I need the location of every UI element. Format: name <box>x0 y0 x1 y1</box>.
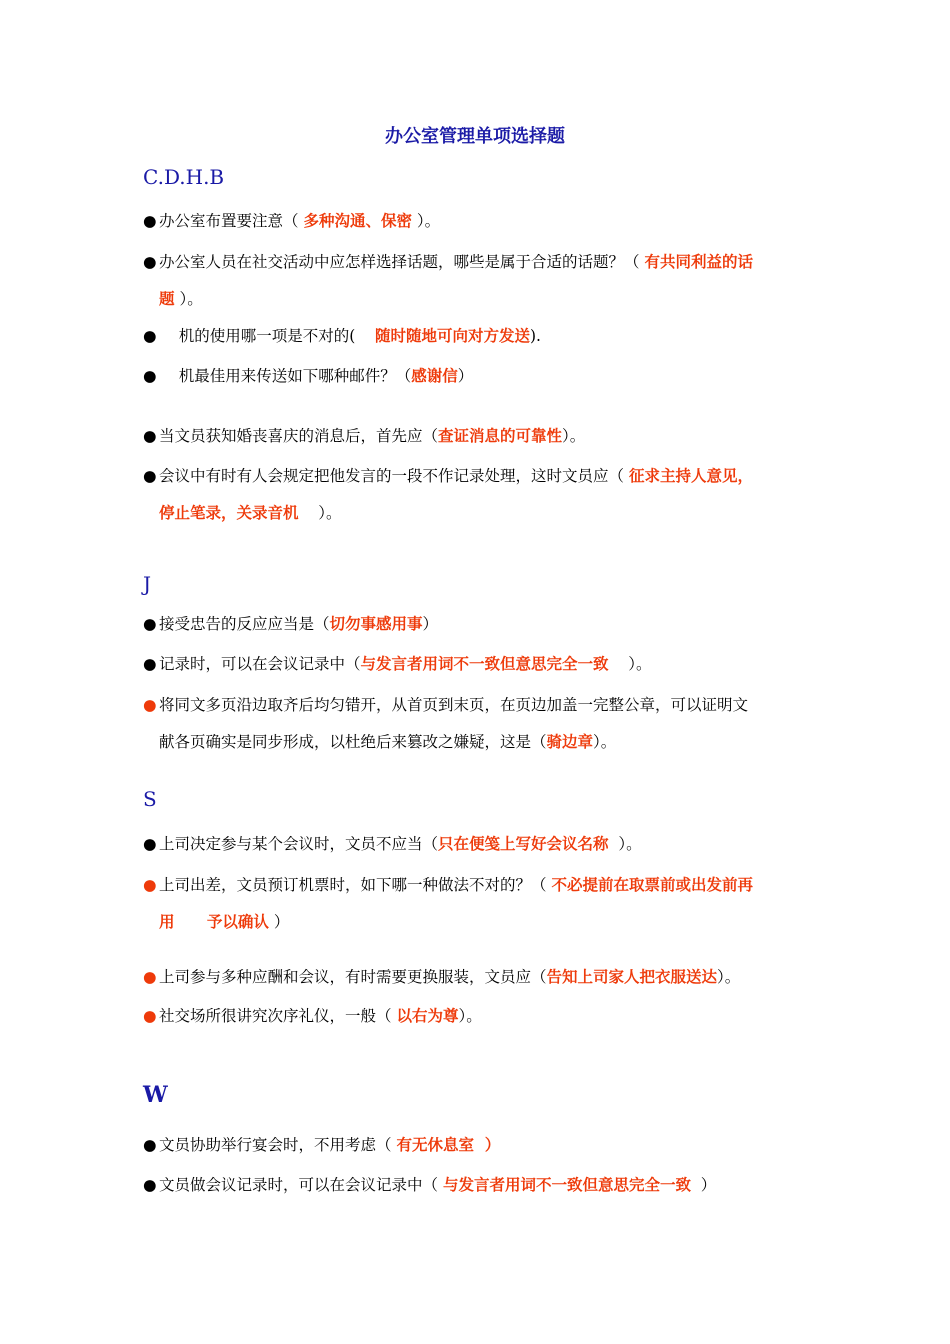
bullet-icon: ● <box>143 1176 157 1194</box>
bullet-icon: ● <box>143 835 157 853</box>
list-item: ● 办公室人员在社交活动中应怎样选择话题，哪些是属于合适的话题？（ 有共同利益的话 题 ）。 <box>143 244 813 318</box>
list-item: ● 将同文多页沿边取齐后均匀错开，从首页到末页，在页边加盖一完整公章，可以证明文 献各页确实是同步形成，以杜绝后来篡改之嫌疑，这是（骑边章）。 <box>143 687 813 761</box>
bullet-icon: ● <box>143 467 157 485</box>
list-item: ● 上司出差，文员预订机票时，如下哪一种做法不对的？（ 不必提前在取票前或出发前再 用 予以确认 ） <box>143 867 813 941</box>
list-item: ● 机的使用哪一项是不对的( 随时随地可向对方发送). <box>143 318 813 355</box>
list-item: ● 文员做会议记录时，可以在会议记录中（ 与发言者用词不一致但意思完全一致 ） <box>143 1167 813 1204</box>
list-item: ● 社交场所很讲究次序礼仪，一般（ 以右为尊）。 <box>143 998 813 1035</box>
list-item: ● 机最佳用来传送如下哪种邮件？（感谢信） <box>143 358 813 395</box>
section-heading-s: S <box>143 787 157 811</box>
section-heading-j: J <box>143 572 152 596</box>
list-item: ● 上司参与多种应酬和会议，有时需要更换服装，文员应（告知上司家人把衣服送达）。 <box>143 959 813 996</box>
bullet-icon: ● <box>143 212 157 230</box>
section-heading-cdhb: C.D.H.B <box>143 165 225 189</box>
list-item: ● 办公室布置要注意（ 多种沟通、保密 ）。 <box>143 203 813 240</box>
bullet-icon: ● <box>143 615 157 633</box>
list-item: ● 文员协助举行宴会时，不用考虑（ 有无休息室 ） <box>143 1127 813 1164</box>
list-item: ● 接受忠告的反应应当是（切勿事感用事） <box>143 606 813 643</box>
page-title: 办公室管理单项选择题 <box>385 126 565 147</box>
list-item: ● 当文员获知婚丧喜庆的消息后，首先应（查证消息的可靠性）。 <box>143 418 813 455</box>
list-item: ● 会议中有时有人会规定把他发言的一段不作记录处理，这时文员应（ 征求主持人意见， 停止笔录，关录音机 ）。 <box>143 458 813 532</box>
list-item: ● 记录时，可以在会议记录中（与发言者用词不一致但意思完全一致 ）。 <box>143 646 813 683</box>
bullet-icon: ● <box>143 696 157 714</box>
bullet-icon: ● <box>143 367 157 385</box>
section-heading-w: W <box>143 1082 168 1108</box>
bullet-icon: ● <box>143 327 157 345</box>
bullet-icon: ● <box>143 253 157 271</box>
bullet-icon: ● <box>143 427 157 445</box>
bullet-icon: ● <box>143 655 157 673</box>
bullet-icon: ● <box>143 876 157 894</box>
list-item: ● 上司决定参与某个会议时，文员不应当（只在便笺上写好会议名称 ）。 <box>143 826 813 863</box>
bullet-icon: ● <box>143 1007 157 1025</box>
bullet-icon: ● <box>143 968 157 986</box>
bullet-icon: ● <box>143 1136 157 1154</box>
